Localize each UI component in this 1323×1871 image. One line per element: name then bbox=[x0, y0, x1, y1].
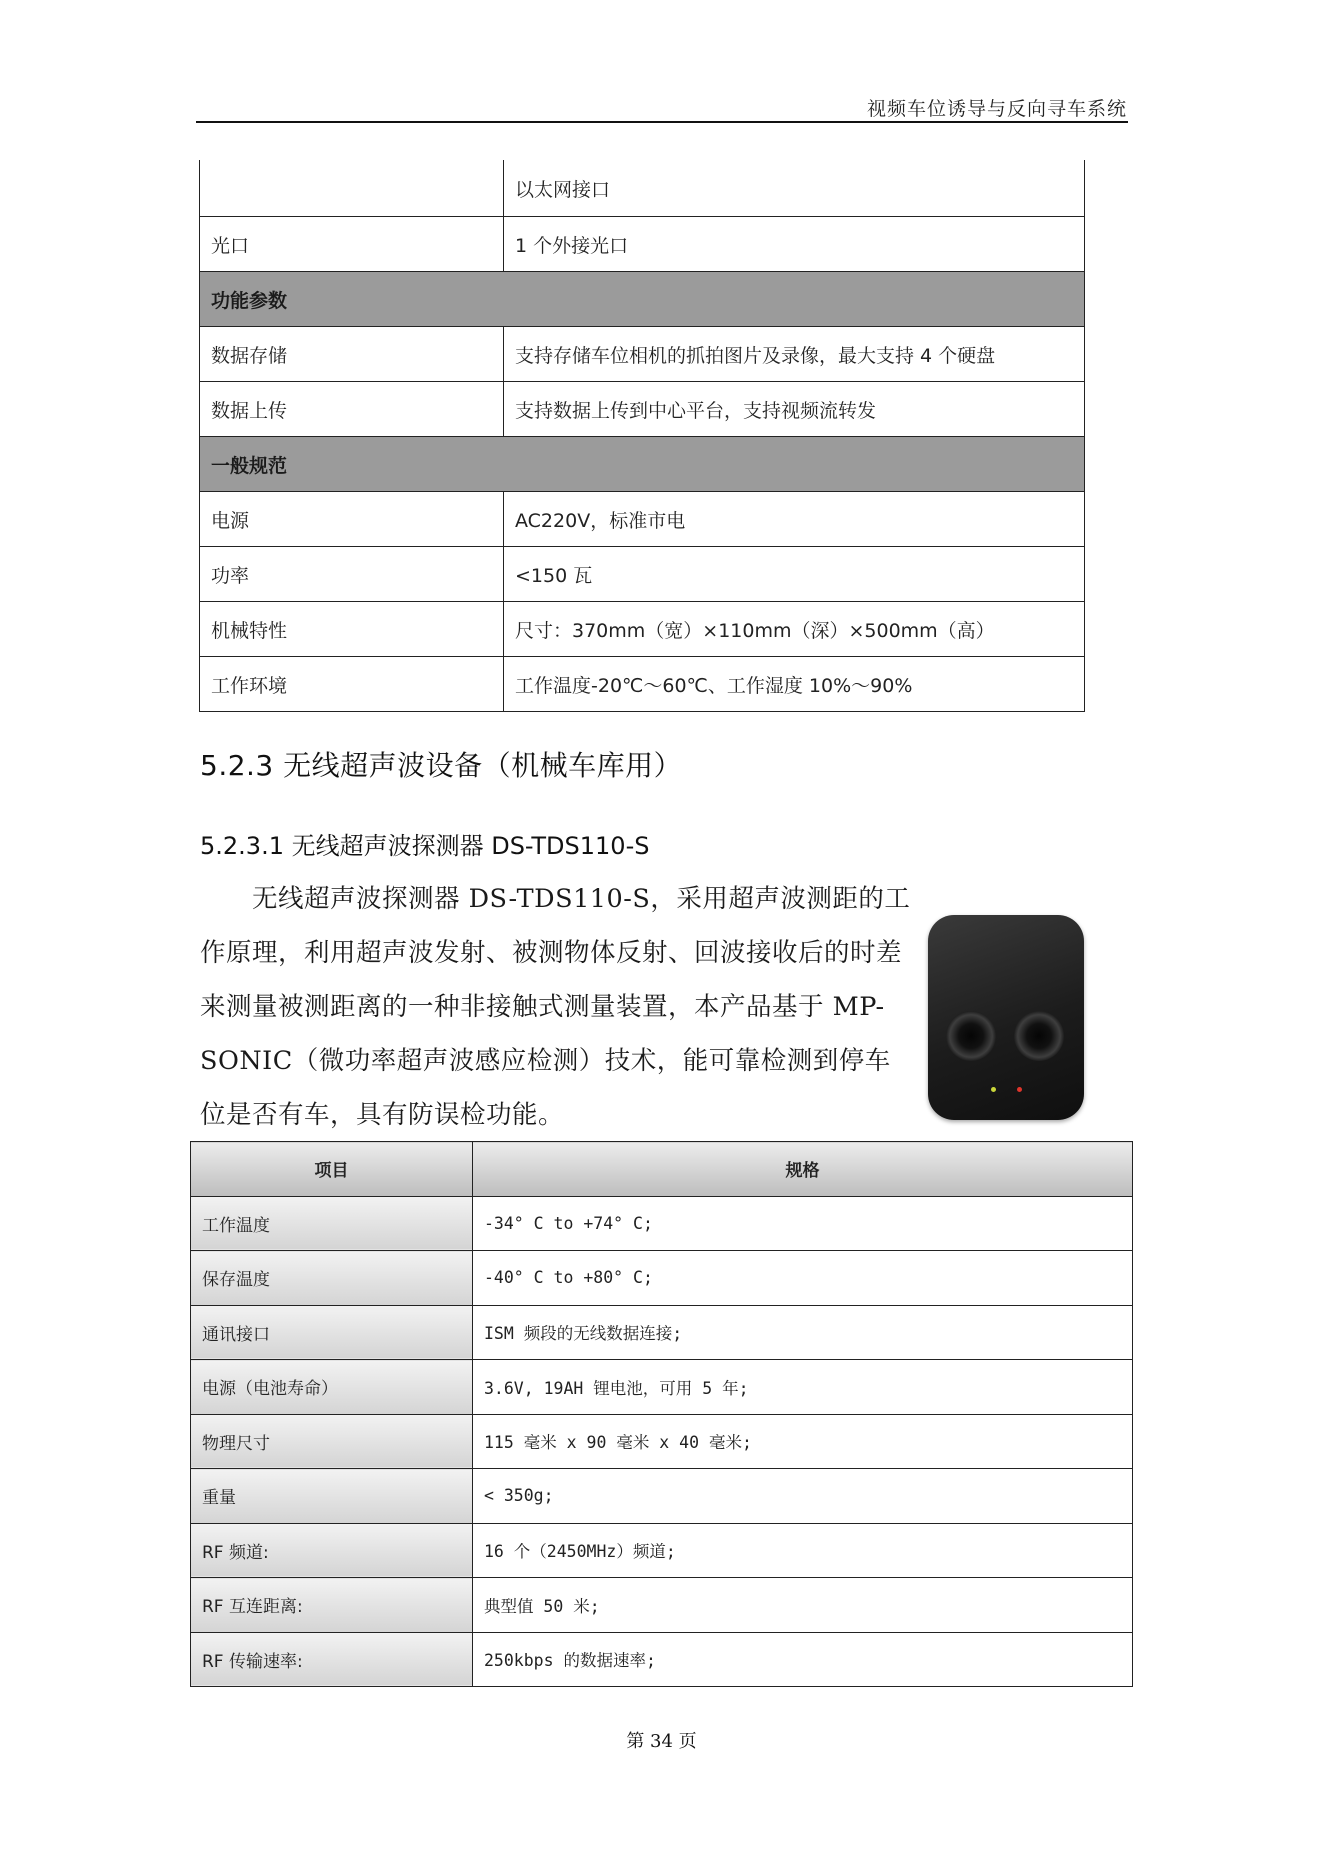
row-label: 物理尺寸 bbox=[191, 1414, 473, 1469]
row-value: 16 个（2450MHz）频道; bbox=[473, 1523, 1133, 1578]
row-value: 1 个外接光口 bbox=[504, 217, 1085, 272]
row-value: 典型值 50 米; bbox=[473, 1578, 1133, 1633]
spec-table-body bbox=[200, 160, 1085, 712]
row-value: 尺寸：370mm（宽）×110mm（深）×500mm（高） bbox=[504, 602, 1085, 657]
table-row bbox=[200, 382, 1085, 437]
section-row bbox=[200, 272, 1085, 327]
row-value: <150 瓦 bbox=[504, 547, 1085, 602]
spec-table-controller bbox=[199, 160, 1085, 712]
table-row bbox=[200, 160, 1085, 217]
row-value: 3.6V, 19AH 锂电池，可用 5 年; bbox=[473, 1360, 1133, 1415]
sensor-lens-right bbox=[1014, 1011, 1064, 1061]
row-value: 250kbps 的数据速率; bbox=[473, 1632, 1133, 1687]
row-label: RF 互连距离: bbox=[191, 1578, 473, 1633]
row-label: 功率 bbox=[200, 547, 504, 602]
row-label: 光口 bbox=[200, 217, 504, 272]
row-value: 工作温度-20℃～60℃、工作湿度 10%～90% bbox=[504, 657, 1085, 712]
row-label: 数据存储 bbox=[200, 327, 504, 382]
row-label: 机械特性 bbox=[200, 602, 504, 657]
row-label: 数据上传 bbox=[200, 382, 504, 437]
row-label: 电源 bbox=[200, 492, 504, 547]
status-led-red bbox=[1017, 1087, 1022, 1092]
table-row bbox=[200, 602, 1085, 657]
table-row bbox=[191, 1414, 1133, 1469]
spec-table-detector bbox=[190, 1141, 1133, 1687]
row-value: -40° C to +80° C; bbox=[473, 1251, 1133, 1306]
row-label: 通讯接口 bbox=[191, 1305, 473, 1360]
table-header-row bbox=[191, 1142, 1133, 1197]
header-cell-item: 项目 bbox=[191, 1142, 473, 1197]
table-row bbox=[191, 1251, 1133, 1306]
row-value: AC220V，标准市电 bbox=[504, 492, 1085, 547]
table-row bbox=[200, 492, 1085, 547]
sensor-lens-left bbox=[946, 1011, 996, 1061]
row-value: < 350g; bbox=[473, 1469, 1133, 1524]
row-label: 工作温度 bbox=[191, 1196, 473, 1251]
table-row bbox=[191, 1632, 1133, 1687]
table-row bbox=[200, 657, 1085, 712]
table-row bbox=[191, 1523, 1133, 1578]
table-row bbox=[191, 1469, 1133, 1524]
section-label: 一般规范 bbox=[200, 437, 1085, 492]
table-row bbox=[200, 217, 1085, 272]
row-label: 重量 bbox=[191, 1469, 473, 1524]
row-value: -34° C to +74° C; bbox=[473, 1196, 1133, 1251]
row-value: 115 毫米 x 90 毫米 x 40 毫米; bbox=[473, 1414, 1133, 1469]
row-value: ISM 频段的无线数据连接; bbox=[473, 1305, 1133, 1360]
page-number: 第 34 页 bbox=[626, 1731, 697, 1752]
table-row bbox=[200, 327, 1085, 382]
row-label: RF 频道: bbox=[191, 1523, 473, 1578]
status-led-green bbox=[991, 1087, 996, 1092]
subsection-heading: 5.2.3.1 无线超声波探测器 DS-TDS110-S bbox=[200, 832, 650, 860]
row-value: 支持数据上传到中心平台，支持视频流转发 bbox=[504, 382, 1085, 437]
row-value: 支持存储车位相机的抓拍图片及录像，最大支持 4 个硬盘 bbox=[504, 327, 1085, 382]
row-value: 以太网接口 bbox=[504, 160, 1085, 217]
table-row bbox=[191, 1360, 1133, 1415]
running-header-title: 视频车位诱导与反向寻车系统 bbox=[866, 98, 1127, 120]
row-label bbox=[200, 160, 504, 217]
row-label: 保存温度 bbox=[191, 1251, 473, 1306]
table-row bbox=[191, 1578, 1133, 1633]
table-row bbox=[200, 547, 1085, 602]
table-row bbox=[191, 1305, 1133, 1360]
section-label: 功能参数 bbox=[200, 272, 1085, 327]
row-label: 电源（电池寿命） bbox=[191, 1360, 473, 1415]
table-row bbox=[191, 1196, 1133, 1251]
ultrasonic-detector-photo bbox=[928, 915, 1084, 1120]
row-label: RF 传输速率: bbox=[191, 1632, 473, 1687]
spec-table-body bbox=[191, 1142, 1133, 1687]
header-cell-spec: 规格 bbox=[473, 1142, 1133, 1197]
product-description: 无线超声波探测器 DS-TDS110-S，采用超声波测距的工作原理，利用超声波发射、被测物体反射、回波接收后的时差来测量被测距离的一种非接触式测量装置，本产品基于 MP-SONIC（微功率超声波感应检测）技术，能可靠检测到停车位是否有车，具有防误检功能。 bbox=[200, 884, 911, 1130]
section-heading: 5.2.3 无线超声波设备（机械车库用） bbox=[200, 749, 683, 782]
row-label: 工作环境 bbox=[200, 657, 504, 712]
section-row bbox=[200, 437, 1085, 492]
header-rule bbox=[196, 121, 1128, 123]
